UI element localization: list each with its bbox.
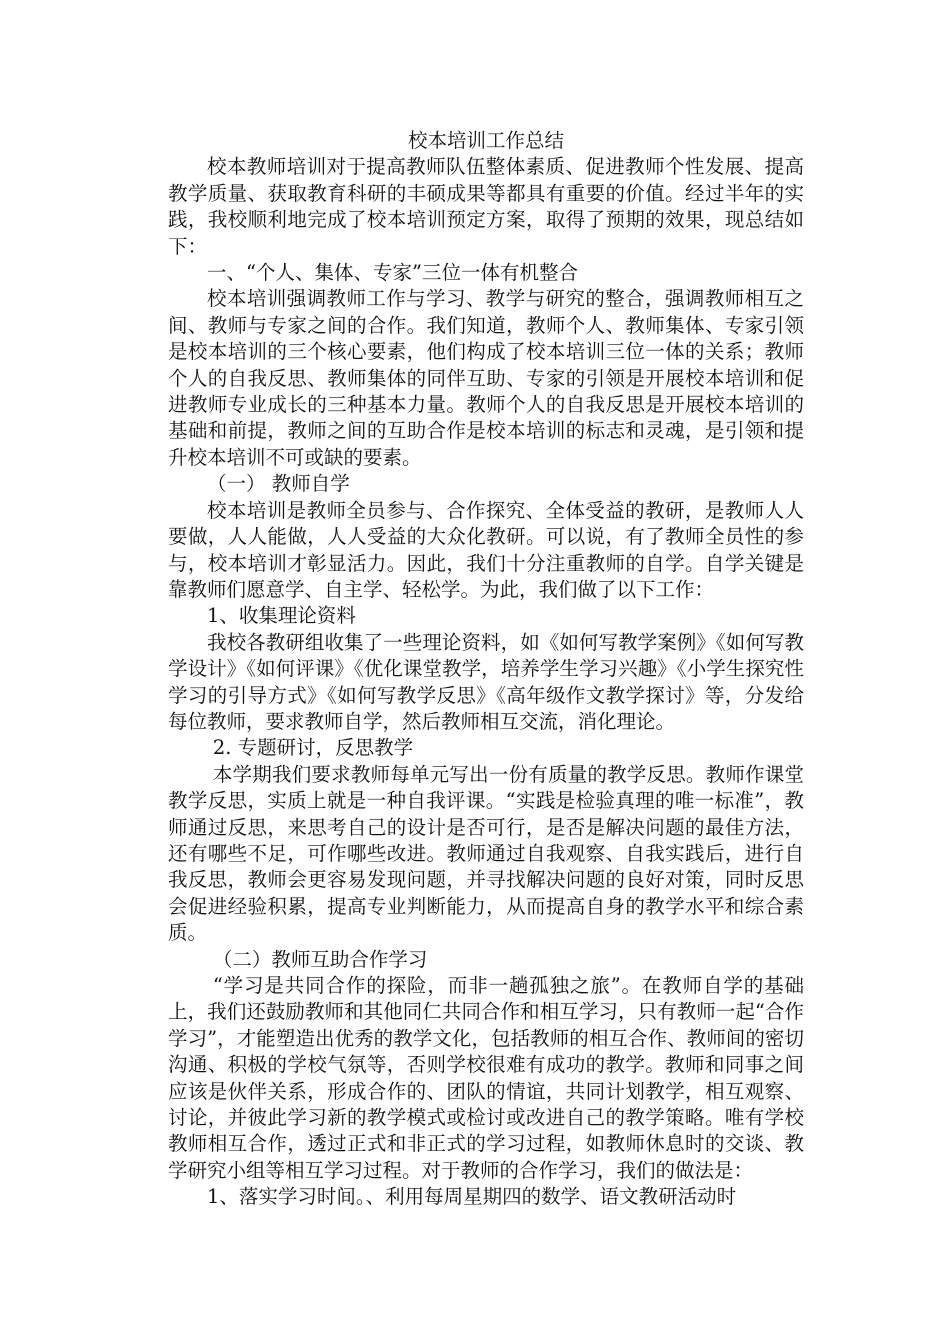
heading-section-one: 一、“个人、集体、专家”三位一体有机整合: [207, 261, 578, 285]
heading-topic-discussion: 2. 专题研讨，反思教学: [212, 736, 414, 760]
paragraph-teacher-self-study: 校本培训是教师全员参与、合作探究、全体受益的教研，是教师人人要做，人人能做，人人受益的大众化教研。可以说，有了教师全员性的参与，校本培训才彰显活力。因此，我们十分注重教师的自学。自学关键是靠教师们愿意学、自主学、轻松学。为此，我们做了以下工作：: [168, 498, 804, 601]
document-page: [168, 128, 804, 1211]
heading-mutual-learning: （二）教师互助合作学习: [212, 947, 428, 971]
heading-teacher-self-study: （一） 教师自学: [207, 472, 350, 496]
heading-collect-theory: 1、收集理论资料: [207, 604, 356, 628]
paragraph-study-time: 1、落实学习时间。、利用每周星期四的数学、语文教研活动时: [207, 1185, 737, 1209]
paragraph-topic-discussion: 本学期我们要求教师每单元写出一份有质量的教学反思。教师作课堂教学反思，实质上就是一种自我评课。“实践是检验真理的唯一标准”，教师通过反思，来思考自己的设计是否可行，是否是解决问题的最佳方法，还有哪些不足，可作哪些改进。教师通过自我观察、自我实践后，进行自我反思，教师会更容易发现问题，并寻找解决问题的良好对策，同时反思会促进经验积累，提高专业判断能力，从而提高自身的教学水平和综合素质。: [168, 762, 804, 945]
paragraph-section-one: 校本培训强调教师工作与学习、教学与研究的整合，强调教师相互之间、教师与专家之间的合作。我们知道，教师个人、教师集体、专家引领是校本培训的三个核心要素，他们构成了校本培训三位一体的关系；教师个人的自我反思、教师集体的同伴互助、专家的引领是开展校本培训和促进教师专业成长的三种基本力量。教师个人的自我反思是开展校本培训的基础和前提，教师之间的互助合作是校本培训的标志和灵魂，是引领和提升校本培训不可或缺的要素。: [168, 287, 804, 469]
paragraph-mutual-learning: “学习是共同合作的探险，而非一趟孤独之旅”。在教师自学的基础上，我们还鼓励教师和其他同仁共同合作和相互学习，只有教师一起“合作学习”，才能塑造出优秀的教学文化，包括教师的相互合作、教师间的密切沟通、积极的学校气氛等，否则学校很难有成功的教学。教师和同事之间应该是伙伴关系，形成合作的、团队的情谊，共同计划教学，相互观察、讨论，并彼此学习新的教学模式或检讨或改进自己的教学策略。唯有学校教师相互合作，透过正式和非正式的学习过程，如教师休息时的交谈、教学研究小组等相互学习过程。对于教师的合作学习，我们的做法是：: [168, 974, 804, 1182]
paragraph-intro: 校本教师培训对于提高教师队伍整体素质、促进教师个性发展、提高教学质量、获取教育科研的丰硕成果等都具有重要的价值。经过半年的实践，我校顺利地完成了校本培训预定方案，取得了预期的效果，现总结如下：: [168, 155, 804, 258]
paragraph-collect-theory: 我校各教研组收集了一些理论资料，如《如何写教学案例》《如何写教学设计》《如何评课》《优化课堂教学，培养学生学习兴趣》《小学生探究性学习的引导方式》《如何写教学反思》《高年级作文教学探讨》等，分发给每位教师，要求教师自学，然后教师相互交流，消化理论。: [168, 630, 804, 733]
document-title: 校本培训工作总结: [407, 129, 564, 152]
